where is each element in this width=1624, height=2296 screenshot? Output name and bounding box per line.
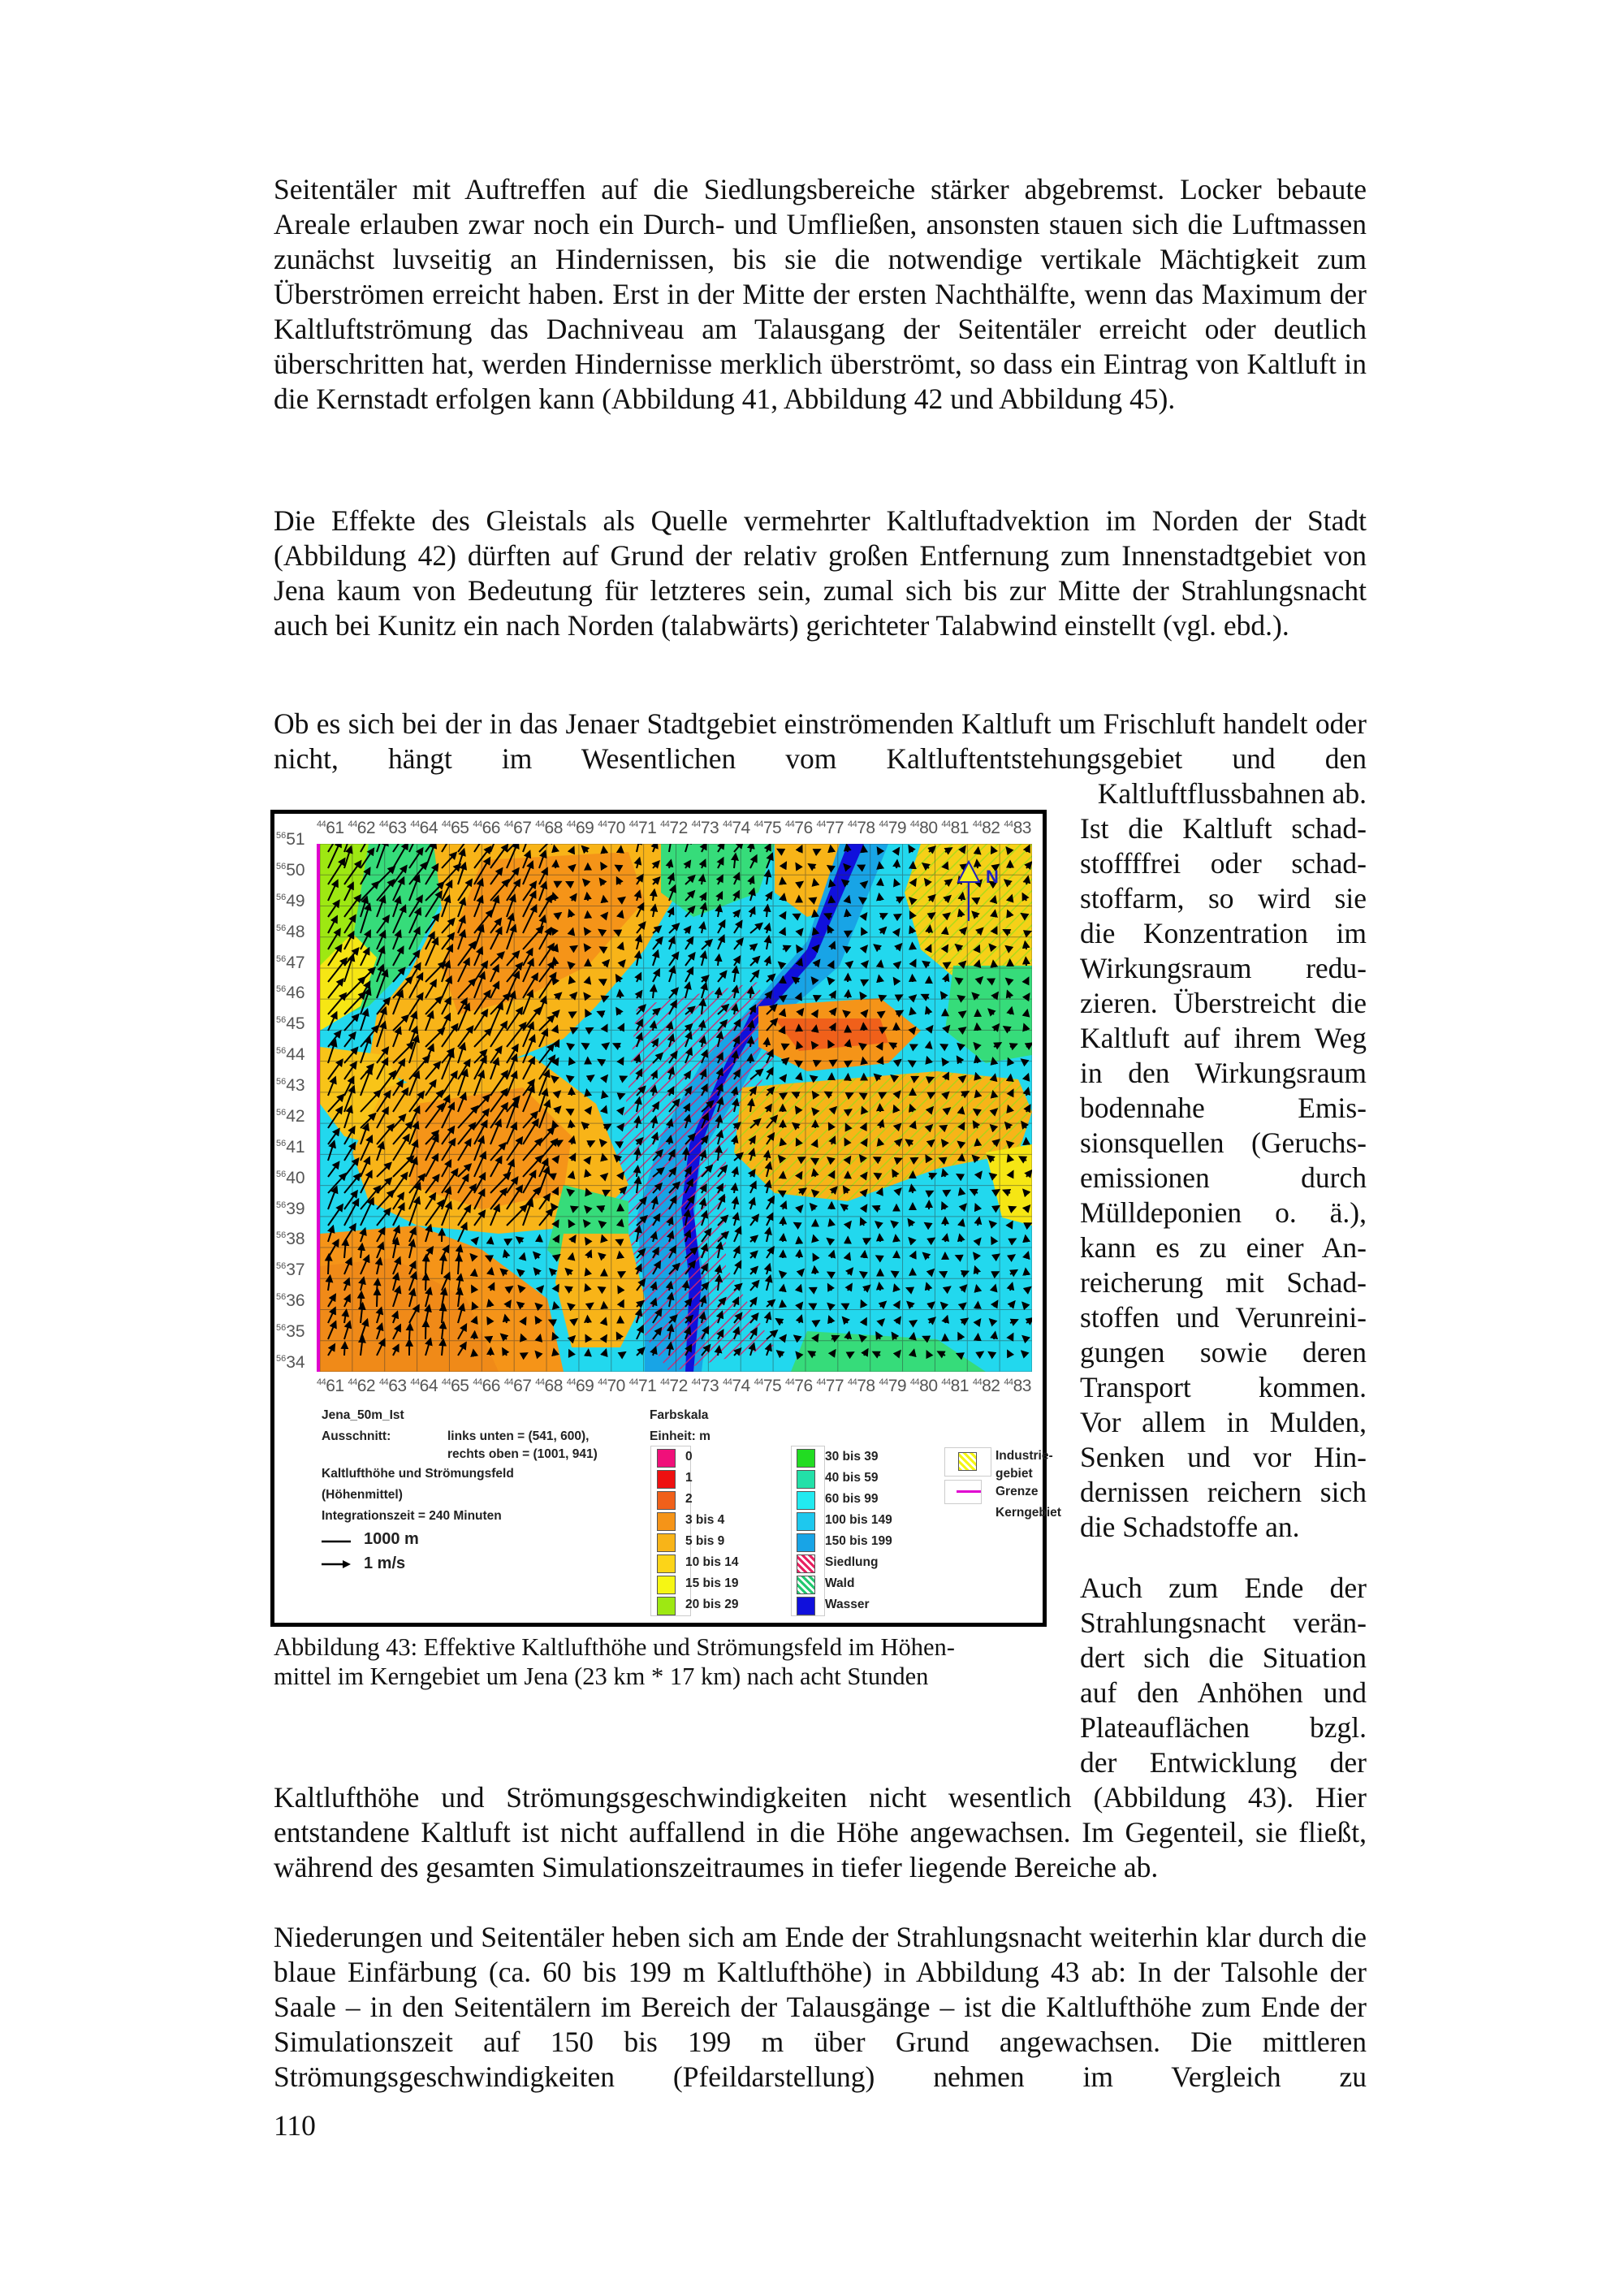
x-axis-tick: $^{44}$81: [941, 1377, 969, 1395]
x-axis-tick: $^{44}$64: [410, 1377, 438, 1395]
legend-info: [322, 1405, 630, 1576]
side-column-line: die Konzentration im: [1080, 917, 1367, 949]
color-swatch: [657, 1470, 676, 1489]
x-axis-tick: $^{44}$67: [503, 1377, 532, 1395]
y-axis-tick: $^{56}$48: [276, 922, 305, 941]
color-swatch: [657, 1512, 676, 1531]
color-class-label: 20 bis 29: [685, 1598, 739, 1611]
industry-hatch-swatch: [958, 1452, 977, 1471]
color-class-label: 2: [685, 1492, 693, 1506]
x-axis-tick: $^{44}$70: [598, 819, 625, 837]
y-axis-tick: $^{56}$49: [276, 891, 305, 910]
x-axis-tick: $^{44}$66: [473, 1377, 500, 1395]
x-axis-tick: $^{44}$83: [1004, 1377, 1031, 1395]
x-axis-tick: $^{44}$75: [754, 819, 782, 837]
legend-title-2: (Höhenmittel): [322, 1488, 403, 1502]
x-axis-tick: $^{44}$74: [723, 819, 750, 837]
color-class-label: 60 bis 99: [825, 1492, 879, 1506]
x-axis-tick: $^{44}$75: [754, 1377, 782, 1395]
color-class-label: 150 bis 199: [825, 1534, 892, 1548]
x-axis-tick: $^{44}$65: [441, 819, 469, 837]
color-swatch: [797, 1470, 815, 1489]
x-axis-tick: $^{44}$70: [598, 1377, 625, 1395]
x-axis-tick: $^{44}$66: [473, 819, 500, 837]
x-axis-tick: $^{44}$77: [816, 819, 844, 837]
legend-industry-label-2: gebiet: [996, 1467, 1033, 1481]
side-column-line: Strahlungsnacht verän-: [1080, 1606, 1367, 1639]
color-swatch: [797, 1554, 815, 1573]
legend-border-label-2: Kerngebiet: [996, 1506, 1061, 1520]
paragraph-2: Die Effekte des Gleistals als Quelle vermehrter Kaltluftadvektion im Norden der Stadt (Abbildung 42) dürften auf Grund der relativ großen Entfernung zum Innenstadtgebiet von Jena kaum von Bedeutung für letzteres sein, zumal sich bis zur Mitte der Strahlungsnacht auch bei Kunitz ein nach Norden (talabwärts) gerichteter Talabwind einstellt (vgl. ebd.).: [274, 504, 1367, 642]
velocity-arrow-icon: [322, 1551, 351, 1576]
x-axis-tick: $^{44}$83: [1004, 819, 1031, 837]
y-axis-labels: [276, 830, 317, 1373]
color-class-label: 3 bis 4: [685, 1513, 725, 1527]
x-axis-tick: $^{44}$80: [909, 1377, 938, 1395]
x-axis-labels-top: [317, 819, 1031, 840]
x-axis-tick: $^{44}$82: [972, 1377, 1000, 1395]
x-axis-tick: $^{44}$78: [847, 819, 875, 837]
side-column-line: dert sich die Situation: [1080, 1641, 1367, 1674]
y-axis-tick: $^{56}$44: [276, 1045, 305, 1065]
x-axis-tick: $^{44}$79: [879, 819, 907, 837]
x-axis-tick: $^{44}$81: [941, 819, 969, 837]
x-axis-tick: $^{44}$74: [723, 1377, 750, 1395]
x-axis-tick: $^{44}$65: [441, 1377, 469, 1395]
legend-farbskala-title: Farbskala: [650, 1408, 709, 1422]
x-axis-tick: $^{44}$63: [378, 819, 407, 837]
figure-caption: [274, 1632, 1049, 1691]
legend-ausschnitt-value-2: rechts oben = (1001, 941): [447, 1447, 598, 1461]
side-column-line: stoffarm, so wird sie: [1080, 882, 1367, 915]
side-column-line: die Schadstoffe an.: [1080, 1511, 1300, 1543]
side-column-line: in den Wirkungsraum: [1080, 1057, 1367, 1089]
x-axis-tick: $^{44}$76: [785, 819, 813, 837]
color-swatch: [657, 1449, 676, 1468]
y-axis-tick: $^{56}$50: [276, 860, 305, 880]
legend-ausschnitt-value-1: links unten = (541, 600),: [447, 1429, 590, 1443]
side-column-line: Auch zum Ende der: [1080, 1572, 1367, 1604]
color-class-label: Siedlung: [825, 1555, 879, 1569]
color-swatch: [657, 1554, 676, 1573]
color-swatch: [797, 1491, 815, 1510]
color-class-label: 15 bis 19: [685, 1576, 739, 1590]
legend-dataset: Jena_50m_Ist: [322, 1408, 404, 1422]
color-swatch: [797, 1597, 815, 1615]
x-axis-tick: $^{44}$69: [566, 819, 594, 837]
y-axis-tick: $^{56}$40: [276, 1168, 305, 1187]
x-axis-tick: $^{44}$78: [847, 1377, 875, 1395]
x-axis-tick: $^{44}$68: [535, 1377, 563, 1395]
color-swatch: [657, 1533, 676, 1552]
side-column-line: Wirkungsraum redu-: [1080, 952, 1367, 984]
x-axis-tick: $^{44}$72: [660, 819, 688, 837]
color-class-label: Wald: [825, 1576, 855, 1590]
figure-caption-line-2: mittel im Kerngebiet um Jena (23 km * 17 km) nach acht Stunden: [274, 1663, 929, 1690]
color-class-label: 0: [685, 1450, 693, 1464]
x-axis-labels-bottom: [317, 1377, 1031, 1398]
legend-scale-length: 1000 m: [364, 1530, 419, 1548]
x-axis-tick: $^{44}$73: [691, 819, 719, 837]
y-axis-tick: $^{56}$42: [276, 1106, 305, 1126]
scale-bar-icon: [322, 1527, 351, 1551]
y-axis-tick: $^{56}$46: [276, 984, 305, 1003]
color-swatch: [797, 1449, 815, 1468]
side-column-line: Senken und vor Hin-: [1080, 1441, 1367, 1473]
side-column-line: stoffffrei oder schad-: [1080, 847, 1367, 880]
side-column-line: Ist die Kaltluft schad-: [1080, 812, 1367, 845]
x-axis-tick: $^{44}$77: [816, 1377, 844, 1395]
color-swatch: [657, 1576, 676, 1594]
color-class-label: 1: [685, 1471, 693, 1485]
color-swatch: [657, 1491, 676, 1510]
figure-caption-line-1: Abbildung 43: Effektive Kaltlufthöhe und Strömungsfeld im Höhen-: [274, 1633, 955, 1661]
y-axis-tick: $^{56}$41: [276, 1137, 305, 1157]
x-axis-tick: $^{44}$67: [503, 819, 532, 837]
paragraph-1: Seitentäler mit Auftreffen auf die Siedlungsbereiche stärker abgebremst. Locker bebaute Areale erlauben zwar noch ein Durch- und Umfließen, ansonsten stauen sich die Luftmassen zunächst luvseitig an Hindernissen, bis sie die notwendige vertikale Mächtigkeit zum Überströmen erreicht haben. Erst in der Mitte der ersten Nachthälfte, wenn das Maximum der Kaltluftströmung das Dachniveau am Talausgang der Seitentäler erreicht oder deutlich überschritten hat, werden Hindernisse merklich überströmt, so dass ein Eintrag von Kaltluft in die Kernstadt erfolgen kann (Abbildung 41, Abbildung 42 und Abbildung 45).: [274, 173, 1367, 415]
legend-title-1: Kaltlufthöhe und Strömungsfeld: [322, 1467, 514, 1481]
x-axis-tick: $^{44}$62: [348, 1377, 376, 1395]
y-axis-tick: $^{56}$37: [276, 1260, 305, 1280]
legend-ausschnitt-label: Ausschnitt:: [322, 1429, 391, 1443]
color-class-label: 40 bis 59: [825, 1471, 879, 1485]
color-class-label: Wasser: [825, 1598, 870, 1611]
y-axis-tick: $^{56}$39: [276, 1199, 305, 1218]
svg-text:N: N: [986, 867, 999, 887]
y-axis-tick: $^{56}$35: [276, 1322, 305, 1341]
x-axis-tick: $^{44}$72: [660, 1377, 688, 1395]
side-column-line: zieren. Überstreicht die: [1080, 987, 1367, 1019]
x-axis-tick: $^{44}$68: [535, 819, 563, 837]
side-column-line: Transport kommen.: [1080, 1371, 1367, 1403]
side-column-line: dernissen reichern sich: [1080, 1476, 1367, 1508]
x-axis-tick: $^{44}$82: [972, 819, 1000, 837]
y-axis-tick: $^{56}$34: [276, 1352, 305, 1372]
x-axis-tick: $^{44}$71: [628, 819, 657, 837]
y-axis-tick: $^{56}$47: [276, 953, 305, 972]
legend-unit: Einheit: m: [650, 1429, 710, 1443]
y-axis-tick: $^{56}$36: [276, 1291, 305, 1311]
x-axis-tick: $^{44}$64: [410, 819, 438, 837]
side-column-line: reicherung mit Schad-: [1080, 1266, 1367, 1299]
x-axis-tick: $^{44}$63: [378, 1377, 407, 1395]
y-axis-tick: $^{56}$51: [276, 830, 305, 849]
legend-scale-velocity: 1 m/s: [364, 1554, 406, 1572]
x-axis-tick: $^{44}$62: [348, 819, 376, 837]
color-class-label: 100 bis 149: [825, 1513, 892, 1527]
x-axis-tick: $^{44}$80: [909, 819, 938, 837]
legend-industry-label-1: Industrie-: [996, 1449, 1053, 1463]
y-axis-tick: $^{56}$43: [276, 1076, 305, 1095]
y-axis-tick: $^{56}$45: [276, 1014, 305, 1034]
color-swatch: [797, 1512, 815, 1531]
side-column-line: Mülldeponien o. ä.),: [1080, 1196, 1367, 1229]
side-column-line: auf den Anhöhen und: [1080, 1676, 1367, 1709]
paragraph-4-continuation: Kaltlufthöhe und Strömungsgeschwindigkeiten nicht wesentlich (Abbildung 43). Hier entstandene Kaltluft ist nicht auffallend in die Höhe angewachsen. Im Gegenteil, sie fließt, während des gesamten Simulationszeitraumes in tiefer liegende Bereiche ab.: [274, 1781, 1367, 1883]
y-axis-tick: $^{56}$38: [276, 1230, 305, 1249]
map-panel: [274, 814, 1043, 1395]
x-axis-tick: $^{44}$61: [317, 819, 344, 837]
paragraph-4-side-column: [1080, 1571, 1367, 1780]
side-column-line: Vor allem in Mulden,: [1080, 1406, 1367, 1438]
paragraph-3-tail: Kaltluftflussbahnen ab.: [1097, 777, 1367, 810]
side-column-line: der Entwicklung der: [1080, 1746, 1367, 1779]
x-axis-tick: $^{44}$73: [691, 1377, 719, 1395]
color-swatch: [657, 1597, 676, 1615]
color-class-label: 5 bis 9: [685, 1534, 725, 1548]
paragraph-3-top: Ob es sich bei der in das Jenaer Stadtgebiet einströmenden Kaltluft um Frischluft handelt oder nicht, hängt im Wesentlichen vom Kaltluftentstehungsgebiet und den: [274, 707, 1367, 775]
side-column-line: bodennahe Emis-: [1080, 1092, 1367, 1124]
boundary-line-icon: [957, 1490, 981, 1493]
paragraph-5: Niederungen und Seitentäler heben sich am Ende der Strahlungsnacht weiterhin klar durch die blaue Einfärbung (ca. 60 bis 199 m Kaltlufthöhe) in Abbildung 43 ab: In der Talsohle der Saale – in den Seitentälern im Bereich der Talausgänge – ist die Kaltlufthöhe zum Ende der Simulationszeit auf 150 bis 199 m über Grund angewachsen. Die mittleren Strömungsgeschwindigkeiten (Pfeildarstellung) nehmen im Vergleich zu: [274, 1921, 1367, 2093]
side-column-line: sionsquellen (Geruchs-: [1080, 1126, 1367, 1159]
color-swatch: [797, 1576, 815, 1594]
figure-43: [270, 810, 1061, 1627]
side-column-line: emissionen durch: [1080, 1161, 1367, 1194]
page-number: 110: [274, 2109, 316, 2142]
cold-air-height-map: [317, 844, 1032, 1372]
side-column-line: gungen sowie deren: [1080, 1336, 1367, 1369]
side-column-line: Kaltluft auf ihrem Weg: [1080, 1022, 1367, 1054]
color-class-label: 30 bis 39: [825, 1450, 879, 1464]
x-axis-tick: $^{44}$79: [879, 1377, 907, 1395]
x-axis-tick: $^{44}$61: [317, 1377, 344, 1395]
x-axis-tick: $^{44}$69: [566, 1377, 594, 1395]
x-axis-tick: $^{44}$76: [785, 1377, 813, 1395]
paragraph-3-side-column: [1080, 811, 1367, 1545]
color-swatch: [797, 1533, 815, 1552]
color-class-label: 10 bis 14: [685, 1555, 739, 1569]
map-legend: [274, 1400, 1061, 1623]
x-axis-tick: $^{44}$71: [628, 1377, 657, 1395]
side-column-line: stoffen und Verunreini-: [1080, 1301, 1367, 1334]
side-column-line: kann es zu einer An-: [1080, 1231, 1367, 1264]
side-column-line: Plateauflächen bzgl.: [1080, 1711, 1367, 1744]
legend-integration-time: Integrationszeit = 240 Minuten: [322, 1509, 502, 1523]
legend-border-label-1: Grenze: [996, 1485, 1039, 1498]
